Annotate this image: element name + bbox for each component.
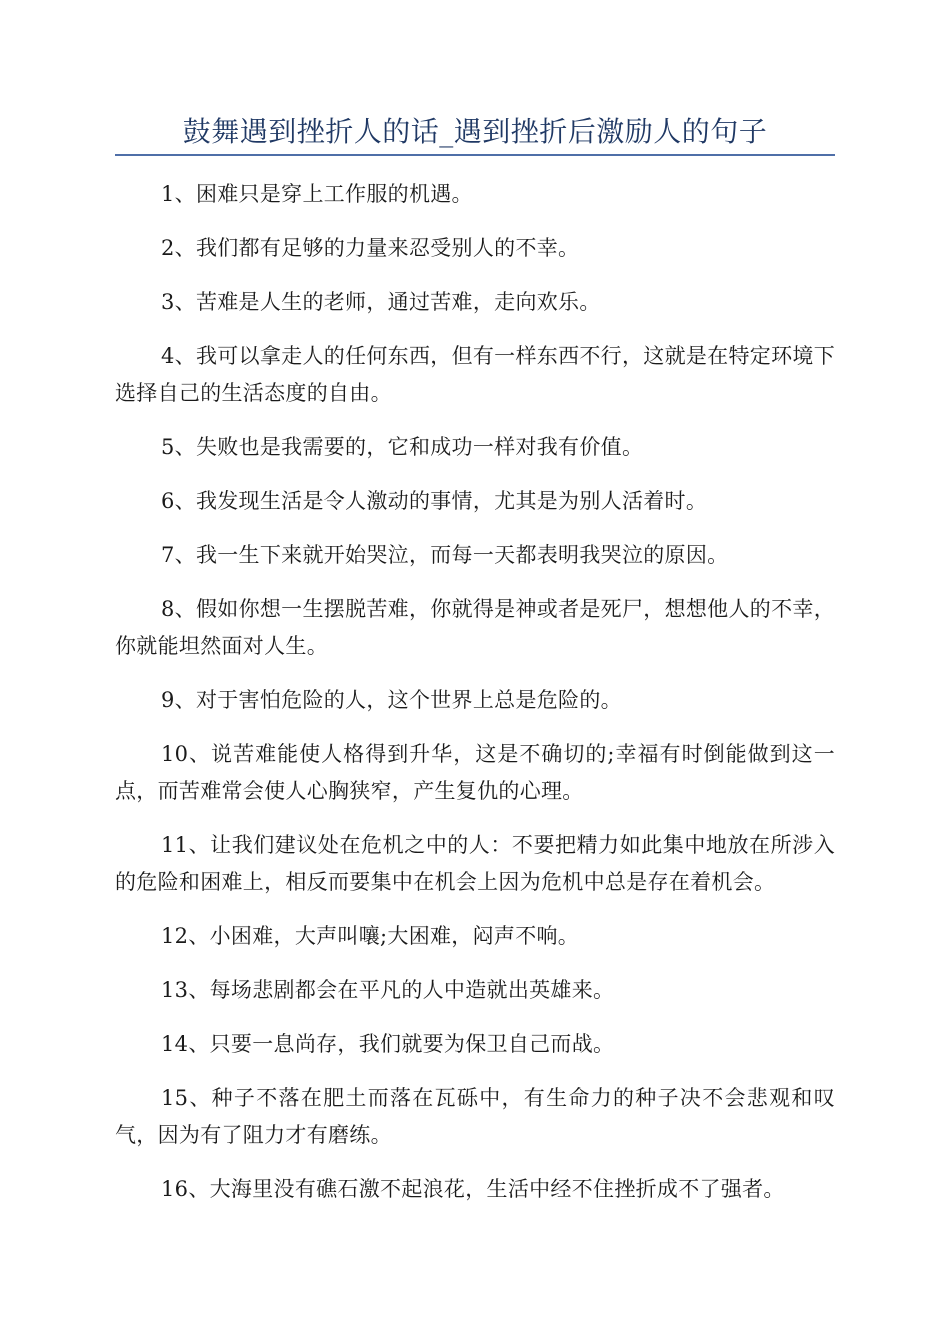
- paragraph-4: 4、我可以拿走人的任何东西，但有一样东西不行，这就是在特定环境下选择自己的生活态度的自由。: [115, 344, 835, 405]
- paragraph-10: 10、说苦难能使人格得到升华，这是不确切的;幸福有时倒能做到这一点，而苦难常会使人心胸狭窄，产生复仇的心理。: [115, 742, 835, 803]
- paragraph-11: 11、让我们建议处在危机之中的人：不要把精力如此集中地放在所涉入的危险和困难上，相反而要集中在机会上因为危机中总是存在着机会。: [115, 833, 835, 894]
- paragraph-12: 12、小困难，大声叫嚷;大困难，闷声不响。: [161, 924, 580, 948]
- title-underline: [115, 154, 835, 156]
- paragraph-7: 7、我一生下来就开始哭泣，而每一天都表明我哭泣的原因。: [161, 543, 729, 567]
- paragraph-3: 3、苦难是人生的老师，通过苦难，走向欢乐。: [161, 290, 601, 314]
- paragraph-6: 6、我发现生活是令人激动的事情，尤其是为别人活着时。: [161, 489, 708, 513]
- paragraph-5: 5、失败也是我需要的，它和成功一样对我有价值。: [161, 435, 644, 459]
- paragraph-16: 16、大海里没有礁石激不起浪花，生活中经不住挫折成不了强者。: [161, 1177, 785, 1201]
- paragraph-9: 9、对于害怕危险的人，这个世界上总是危险的。: [161, 688, 622, 712]
- document-body: [115, 176, 835, 1225]
- document-title: 鼓舞遇到挫折人的话_遇到挫折后激励人的句子: [182, 115, 768, 148]
- paragraph-13: 13、每场悲剧都会在平凡的人中造就出英雄来。: [161, 978, 615, 1002]
- paragraph-14: 14、只要一息尚存，我们就要为保卫自己而战。: [161, 1032, 615, 1056]
- paragraph-8: 8、假如你想一生摆脱苦难，你就得是神或者是死尸，想想他人的不幸，你就能坦然面对人生。: [115, 597, 835, 658]
- paragraph-2: 2、我们都有足够的力量来忍受别人的不幸。: [161, 236, 580, 260]
- paragraph-15: 15、种子不落在肥土而落在瓦砾中，有生命力的种子决不会悲观和叹气，因为有了阻力才有磨练。: [115, 1086, 835, 1147]
- paragraph-1: 1、困难只是穿上工作服的机遇。: [161, 182, 473, 206]
